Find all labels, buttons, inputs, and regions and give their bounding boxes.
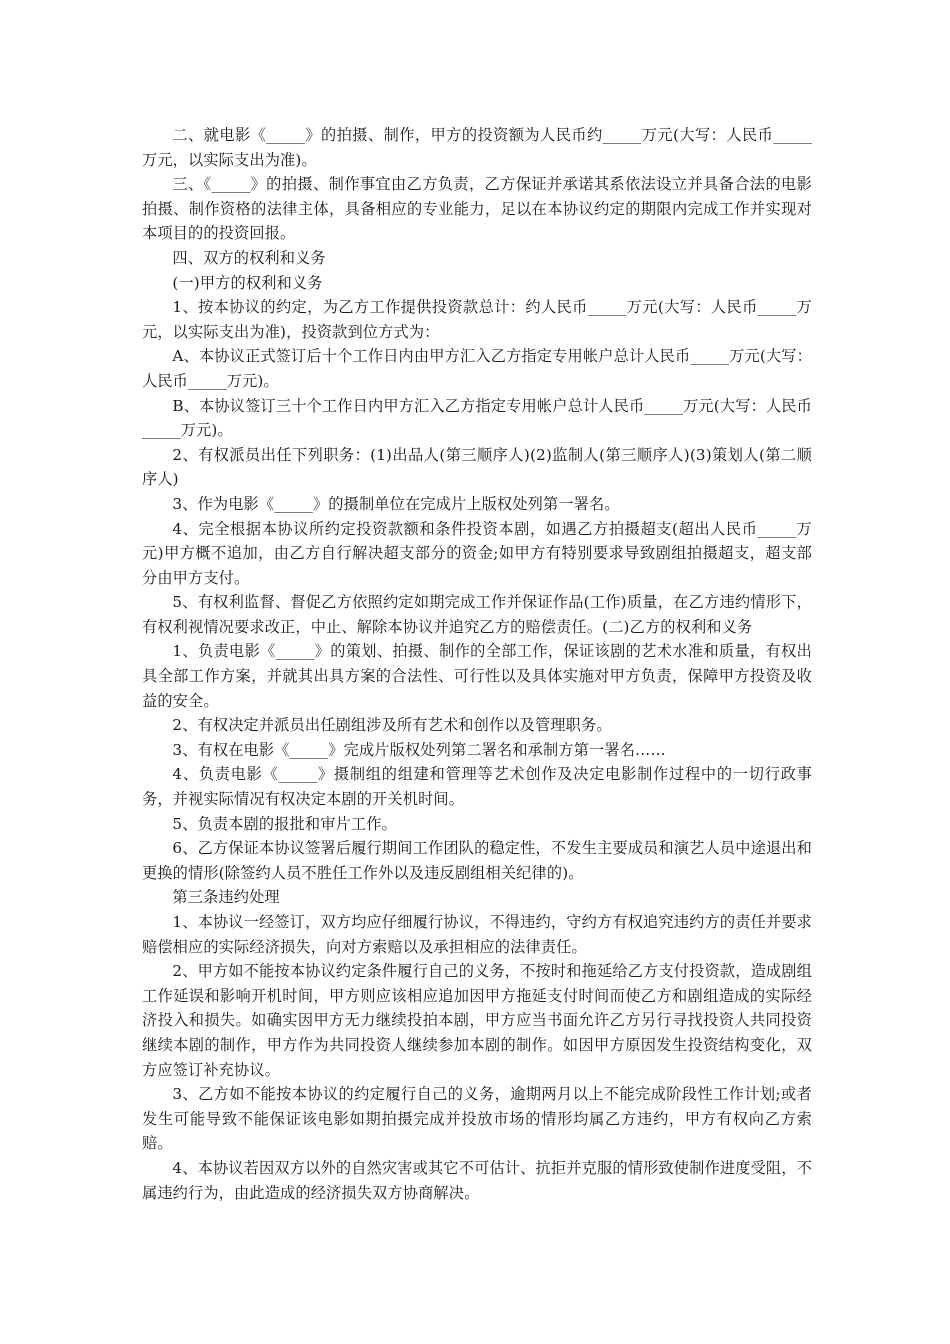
paragraph-party-a-item-4: 4、完全根据本协议所约定投资款额和条件投资本剧，如遇乙方拍摄超支(超出人民币_____万元)甲方概不追加，由乙方自行解决超支部分的资金;如甲方有特别要求导致剧组拍摄超支，超支部分由甲方支付。: [142, 519, 812, 587]
paragraph-party-a-item-2: 2、有权派员出任下列职务：(1)出品人(第三顺序人)(2)监制人(第三顺序人)(3)策划人(第二顺序人): [142, 445, 812, 489]
document-body: [142, 123, 812, 1205]
paragraph-party-b-item-2: 2、有权决定并派员出任剧组涉及所有艺术和创作以及管理职务。: [172, 716, 612, 735]
paragraph-party-a-item-1a: A、本协议正式签订后十个工作日内由甲方汇入乙方指定专用帐户总计人民币_____万元(大写：人民币_____万元)。: [142, 347, 812, 390]
paragraph-party-b-item-1: 1、负责电影《_____》的策划、拍摄、制作的全部工作，保证该剧的艺术水准和质量，有权出具全部工作方案，并就其出具方案的合法性、可行性以及具体实施对甲方负责，保障甲方投资及收益的安全。: [142, 642, 812, 710]
paragraph-breach-item-1: 1、本协议一经签订，双方均应仔细履行协议，不得违约，守约方有权追究违约方的责任并要求赔偿相应的实际经济损失，向对方索赔以及承担相应的法律责任。: [142, 913, 812, 956]
paragraph-investment-amount: 二、就电影《_____》的拍摄、制作，甲方的投资额为人民币约_____万元(大写：人民币_____万元，以实际支出为准)。: [142, 126, 812, 169]
paragraph-party-b-item-6: 6、乙方保证本协议签署后履行期间工作团队的稳定性，不发生主要成员和演艺人员中途退出和更换的情形(除签约人员不胜任工作外以及违反剧组相关纪律的)。: [142, 839, 812, 882]
subsection-heading-party-a: (一)甲方的权利和义务: [172, 273, 323, 292]
paragraph-party-a-item-1: 1、按本协议的约定，为乙方工作提供投资款总计：约人民币_____万元(大写：人民币_____万元，以实际支出为准)，投资款到位方式为：: [142, 298, 812, 341]
section-heading-breach: 第三条违约处理: [172, 888, 280, 907]
paragraph-breach-item-2: 2、甲方如不能按本协议约定条件履行自己的义务，不按时和拖延给乙方支付投资款，造成剧组工作延误和影响开机时间，甲方则应该相应追加因甲方拖延支付时间而使乙方和剧组造成的实际经济投入和损失。如确实因甲方无力继续投拍本剧，甲方应当书面允许乙方另行寻找投资人共同投资继续本剧的制作，甲方作为共同投资人继续参加本剧的制作。如因甲方原因发生投资结构变化，双方应签订补充协议。: [142, 962, 812, 1079]
paragraph-production-responsibility: 三、《_____》的拍摄、制作事宜由乙方负责，乙方保证并承诺其系依法设立并具备合法的电影拍摄、制作资格的法律主体，具备相应的专业能力，足以在本协议约定的期限内完成工作并实现对本项目的的投资回报。: [142, 175, 812, 243]
paragraph-party-b-item-5: 5、负责本剧的报批和审片工作。: [172, 814, 397, 833]
section-heading-rights-obligations: 四、双方的权利和义务: [172, 248, 326, 267]
paragraph-party-b-item-3: 3、有权在电影《_____》完成片版权处列第二署名和承制方第一署名……: [172, 740, 666, 759]
paragraph-breach-item-3: 3、乙方如不能按本协议的约定履行自己的义务，逾期两月以上不能完成阶段性工作计划;或者发生可能导致不能保证该电影如期拍摄完成并投放市场的情形均属乙方违约，甲方有权向乙方索赔。: [142, 1085, 812, 1153]
paragraph-party-b-item-4: 4、负责电影《_____》摄制组的组建和管理等艺术创作及决定电影制作过程中的一切行政事务，并视实际情况有权决定本剧的开关机时间。: [142, 765, 812, 809]
paragraph-party-a-item-5: 5、有权利监督、督促乙方依照约定如期完成工作并保证作品(工作)质量，在乙方违约情形下，有权利视情况要求改正，中止、解除本协议并追究乙方的赔偿责任。(二)乙方的权利和义务: [142, 593, 812, 636]
paragraph-breach-item-4: 4、本协议若因双方以外的自然灾害或其它不可估计、抗拒并克服的情形致使制作进度受阻，不属违约行为，由此造成的经济损失双方协商解决。: [142, 1158, 812, 1202]
paragraph-party-a-item-1b: B、本协议签订三十个工作日内甲方汇入乙方指定专用帐户总计人民币_____万元(大写：人民币_____万元)。: [142, 396, 812, 440]
paragraph-party-a-item-3: 3、作为电影《_____》的摄制单位在完成片上版权处列第一署名。: [172, 494, 620, 513]
